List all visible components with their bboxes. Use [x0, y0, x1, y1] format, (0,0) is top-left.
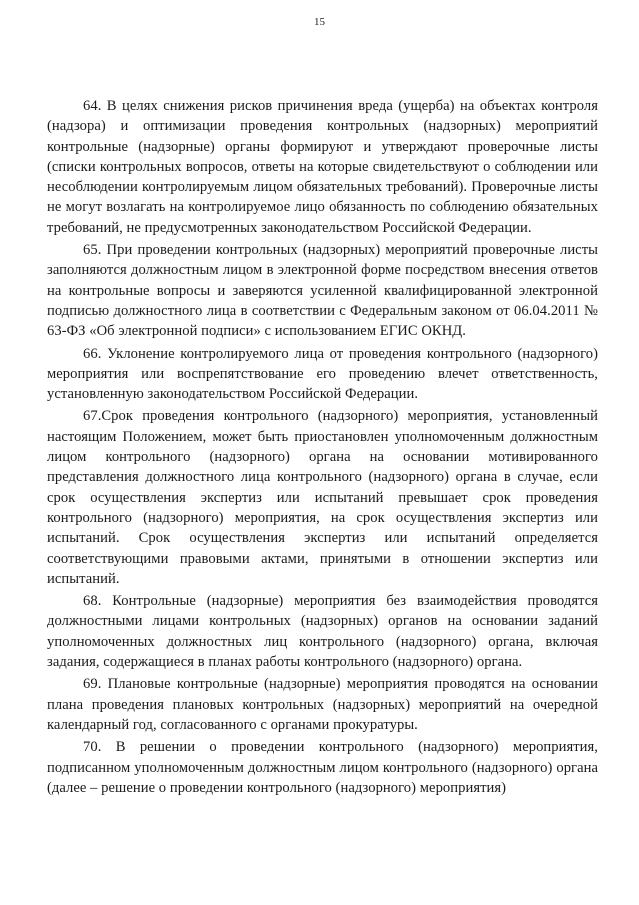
paragraph-66: 66. Уклонение контролируемого лица от проведения контрольного (надзорного) мероприятия или воспрепятствование его проведению влечет ответственность, установленную законодательством Российской Федерации. — [47, 345, 598, 403]
paragraph-68: 68. Контрольные (надзорные) мероприятия без взаимодействия проводятся должностными лицами контрольных (надзорных) органов на основании заданий уполномоченных должностных лиц контрольного (надзорного) органа, включая задания, содержащиеся в планах работы контрольного (надзорного) органа. — [47, 593, 598, 671]
paragraph-65: 65. При проведении контрольных (надзорных) мероприятий проверочные листы заполняются должностным лицом в электронной форме посредством внесения ответов на контрольные вопросы и заверяются усиленной квалифицированной электронной подписью должностного лица в соответствии с Федеральным законом от 06.04.2011 № 63-ФЗ «Об электронной подписи» с использованием ЕГИС ОКНД. — [47, 242, 598, 340]
paragraph-70: 70. В решении о проведении контрольного (надзорного) мероприятия, подписанном уполномоченным должностным лицом контрольного (надзорного) органа (далее – решение о проведении контрольного (надзорного) мероприятия) — [47, 739, 598, 796]
page-number: 15 — [314, 16, 325, 28]
paragraph-67: 67.Срок проведения контрольного (надзорного) мероприятия, установленный настоящим Положением, может быть приостановлен уполномоченным должностным лицом контрольного (надзорного) органа на основании мотивированного представления должностного лица контрольного (надзорного) органа в случае, если срок осуществления экспертиз или испытаний превышает срок проведения контрольного (надзорного) мероприятия, на срок осуществления экспертиз или испытаний. Срок осуществления экспертиз или испытаний определяется соответствующими правовыми актами, принятыми в отношении экспертиз или испытаний. — [47, 408, 598, 587]
paragraph-69: 69. Плановые контрольные (надзорные) мероприятия проводятся на основании плана проведения плановых контрольных (надзорных) мероприятий на очередной календарный год, согласованного с органами прокуратуры. — [47, 676, 598, 733]
paragraph-64: 64. В целях снижения рисков причинения вреда (ущерба) на объектах контроля (надзора) и оптимизации проведения контрольных (надзорных) мероприятий контрольные (надзорные) органы формируют и утверждают проверочные листы (списки контрольных вопросов, ответы на которые свидетельствуют о соблюдении или несоблюдении контролируемым лицом обязательных требований). Проверочные листы не могут возлагать на контролируемое лицо обязанность по соблюдению обязательных требований, не предусмотренных законодательством Российской Федерации. — [47, 98, 598, 236]
document-body — [47, 96, 598, 800]
